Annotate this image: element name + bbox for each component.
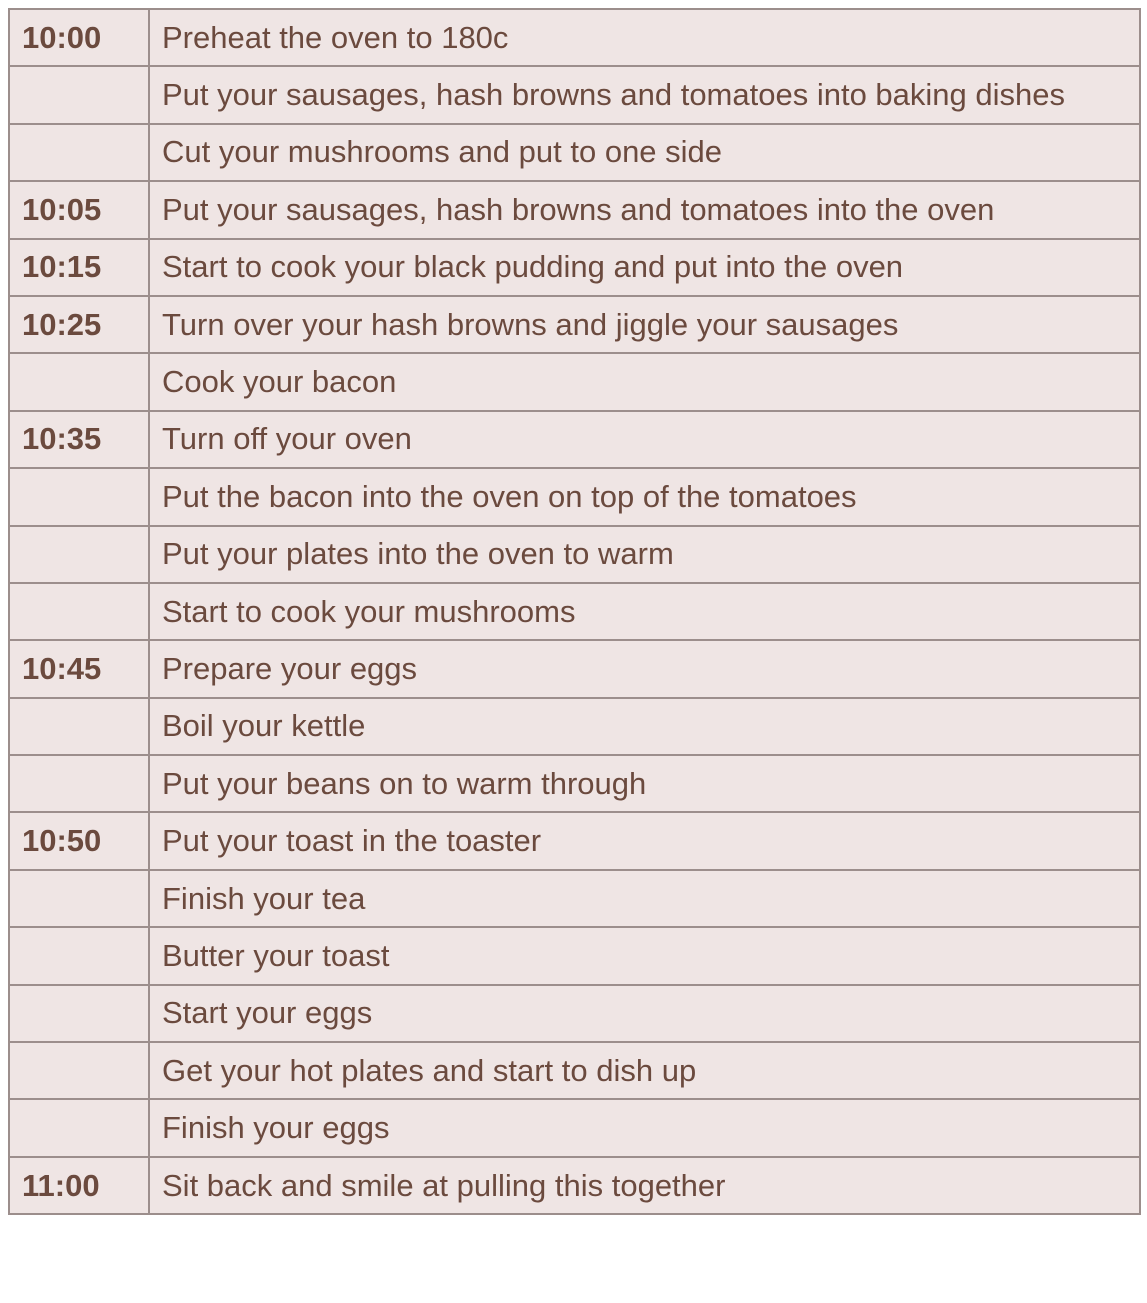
task-cell: Finish your tea bbox=[149, 870, 1140, 927]
time-cell: 10:25 bbox=[9, 296, 149, 353]
schedule-body bbox=[9, 9, 1140, 1214]
table-row bbox=[9, 526, 1140, 583]
time-cell: 10:15 bbox=[9, 239, 149, 296]
time-cell: 10:05 bbox=[9, 181, 149, 238]
time-cell bbox=[9, 927, 149, 984]
task-cell: Boil your kettle bbox=[149, 698, 1140, 755]
time-cell: 10:35 bbox=[9, 411, 149, 468]
time-cell bbox=[9, 583, 149, 640]
task-cell: Get your hot plates and start to dish up bbox=[149, 1042, 1140, 1099]
task-cell: Turn off your oven bbox=[149, 411, 1140, 468]
time-cell bbox=[9, 468, 149, 525]
task-cell: Butter your toast bbox=[149, 927, 1140, 984]
task-cell: Finish your eggs bbox=[149, 1099, 1140, 1156]
table-row bbox=[9, 698, 1140, 755]
task-cell: Preheat the oven to 180c bbox=[149, 9, 1140, 66]
table-row bbox=[9, 411, 1140, 468]
task-cell: Cut your mushrooms and put to one side bbox=[149, 124, 1140, 181]
task-cell: Turn over your hash browns and jiggle your sausages bbox=[149, 296, 1140, 353]
table-row bbox=[9, 66, 1140, 123]
table-row bbox=[9, 1042, 1140, 1099]
table-row bbox=[9, 927, 1140, 984]
time-cell bbox=[9, 1042, 149, 1099]
task-cell: Sit back and smile at pulling this together bbox=[149, 1157, 1140, 1214]
table-row bbox=[9, 124, 1140, 181]
time-cell bbox=[9, 755, 149, 812]
cooking-schedule-table bbox=[8, 8, 1141, 1215]
table-row bbox=[9, 239, 1140, 296]
time-cell bbox=[9, 1099, 149, 1156]
task-cell: Put your sausages, hash browns and tomatoes into baking dishes bbox=[149, 66, 1140, 123]
table-row bbox=[9, 1157, 1140, 1214]
time-cell: 10:45 bbox=[9, 640, 149, 697]
task-cell: Put your beans on to warm through bbox=[149, 755, 1140, 812]
time-cell: 10:50 bbox=[9, 812, 149, 869]
time-cell bbox=[9, 985, 149, 1042]
table-row bbox=[9, 640, 1140, 697]
task-cell: Put your plates into the oven to warm bbox=[149, 526, 1140, 583]
table-row bbox=[9, 296, 1140, 353]
task-cell: Put your sausages, hash browns and tomatoes into the oven bbox=[149, 181, 1140, 238]
time-cell bbox=[9, 353, 149, 410]
time-cell bbox=[9, 66, 149, 123]
table-row bbox=[9, 9, 1140, 66]
table-row bbox=[9, 870, 1140, 927]
task-cell: Start your eggs bbox=[149, 985, 1140, 1042]
task-cell: Start to cook your mushrooms bbox=[149, 583, 1140, 640]
task-cell: Prepare your eggs bbox=[149, 640, 1140, 697]
table-row bbox=[9, 1099, 1140, 1156]
time-cell bbox=[9, 124, 149, 181]
time-cell bbox=[9, 526, 149, 583]
table-row bbox=[9, 812, 1140, 869]
table-row bbox=[9, 353, 1140, 410]
time-cell bbox=[9, 698, 149, 755]
time-cell: 11:00 bbox=[9, 1157, 149, 1214]
task-cell: Cook your bacon bbox=[149, 353, 1140, 410]
table-row bbox=[9, 583, 1140, 640]
table-row bbox=[9, 181, 1140, 238]
time-cell: 10:00 bbox=[9, 9, 149, 66]
task-cell: Put the bacon into the oven on top of the tomatoes bbox=[149, 468, 1140, 525]
task-cell: Put your toast in the toaster bbox=[149, 812, 1140, 869]
task-cell: Start to cook your black pudding and put into the oven bbox=[149, 239, 1140, 296]
table-row bbox=[9, 985, 1140, 1042]
time-cell bbox=[9, 870, 149, 927]
table-row bbox=[9, 468, 1140, 525]
table-row bbox=[9, 755, 1140, 812]
